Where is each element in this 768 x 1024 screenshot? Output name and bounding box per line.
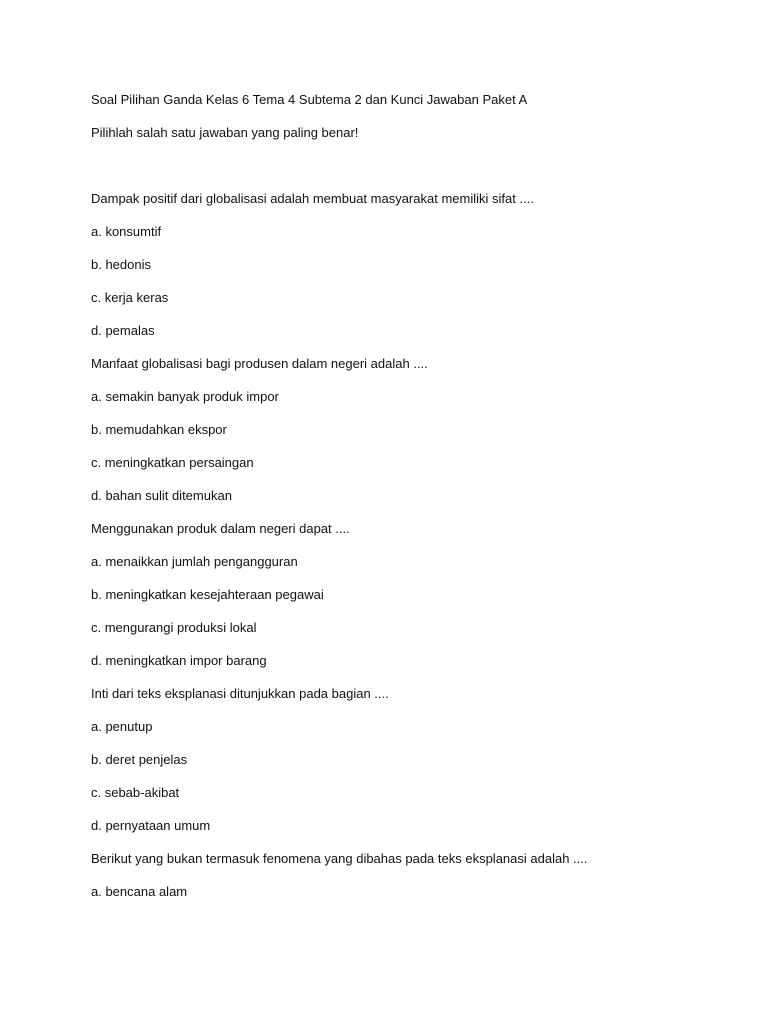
question-4-option-c: c. sebab-akibat: [91, 785, 180, 800]
instruction-text: Pilihlah salah satu jawaban yang paling benar!: [91, 125, 359, 140]
question-1-option-b: b. hedonis: [91, 257, 151, 272]
question-5-option-a: a. bencana alam: [91, 884, 188, 899]
question-3-option-b: b. meningkatkan kesejahteraan pegawai: [91, 587, 324, 602]
question-1-option-d: d. pemalas: [91, 323, 155, 338]
question-2-option-c: c. meningkatkan persaingan: [91, 455, 254, 470]
document-title: Soal Pilihan Ganda Kelas 6 Tema 4 Subtema 2 dan Kunci Jawaban Paket A: [91, 92, 528, 107]
question-2-option-d: d. bahan sulit ditemukan: [91, 488, 232, 503]
question-2-option-a: a. semakin banyak produk impor: [91, 389, 279, 404]
question-2-option-b: b. memudahkan ekspor: [91, 422, 227, 437]
question-3-text: Menggunakan produk dalam negeri dapat ....: [91, 521, 350, 536]
question-4-option-d: d. pernyataan umum: [91, 818, 211, 833]
question-3-option-c: c. mengurangi produksi lokal: [91, 620, 257, 635]
question-3-option-a: a. menaikkan jumlah pengangguran: [91, 554, 298, 569]
question-2-text: Manfaat globalisasi bagi produsen dalam negeri adalah ....: [91, 356, 428, 371]
question-1-option-c: c. kerja keras: [91, 290, 169, 305]
question-3-option-d: d. meningkatkan impor barang: [91, 653, 267, 668]
document-page: [91, 91, 731, 916]
question-4-text: Inti dari teks eksplanasi ditunjukkan pada bagian ....: [91, 686, 389, 701]
question-1-option-a: a. konsumtif: [91, 224, 162, 239]
question-5-text: Berikut yang bukan termasuk fenomena yang dibahas pada teks eksplanasi adalah ....: [91, 851, 588, 866]
question-4-option-b: b. deret penjelas: [91, 752, 188, 767]
question-4-option-a: a. penutup: [91, 719, 153, 734]
question-1-text: Dampak positif dari globalisasi adalah membuat masyarakat memiliki sifat ....: [91, 191, 534, 206]
